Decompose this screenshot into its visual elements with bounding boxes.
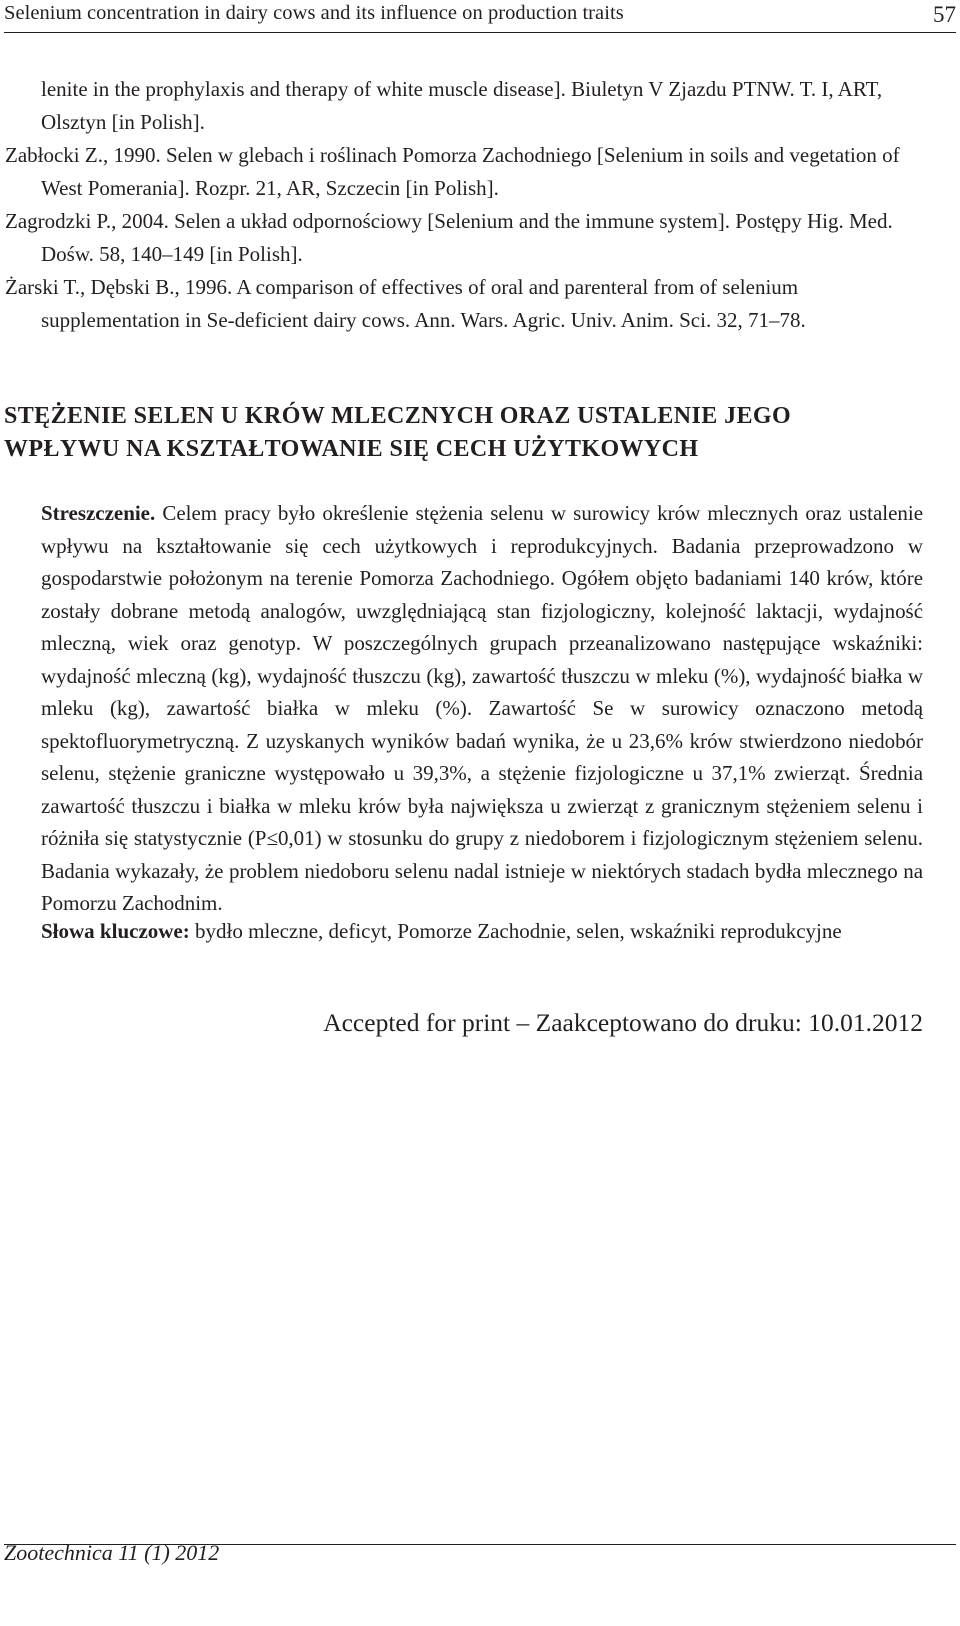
page-number: 57 [933, 2, 956, 27]
section-title [4, 400, 904, 466]
section-title-line: STĘŻENIE SELEN U KRÓW MLECZNYCH ORAZ USTALENIE JEGO [4, 403, 792, 429]
reference-continuation: lenite in the prophylaxis and therapy of white muscle disease]. Biuletyn V Zjazdu PTNW. T. I, ART, Olsztyn [in Polish]. [41, 77, 883, 134]
acceptance-note: Accepted for print – Zaakceptowano do druku: 10.01.2012 [323, 1008, 923, 1037]
abstract-label: Streszczenie. [41, 501, 156, 525]
keywords-label: Słowa kluczowe: [41, 919, 190, 943]
reference-item: Zagrodzki P., 2004. Selen a układ odpornościowy [Selenium and the immune system]. Postępy Hig. Med. Dośw. 58, 140–149 [in Polish]. [5, 209, 893, 266]
keywords-text: bydło mleczne, deficyt, Pomorze Zachodnie, selen, wskaźniki reprodukcyjne [189, 919, 842, 943]
reference-list [5, 73, 923, 337]
journal-citation: Zootechnica 11 (1) 2012 [4, 1540, 220, 1565]
abstract-text: Celem pracy było określenie stężenia selenu w surowicy krów mlecznych oraz ustalenie wpływu na kształtowanie się cech użytkowych i reprodukcyjnych. Badania przeprowadzono w gospodarstwie położonym na terenie Pomorza Zachodniego. Ogółem objęto badaniami 140 krów, które zostały dobrane metodą analogów, uwzględniającą stan fizjologiczny, kolejność laktacji, wydajność mleczną, wiek oraz genotyp. W poszczególnych grupach przeanalizowano następujące wskaźniki: wydajność mleczną (kg), wydajność tłuszczu (kg), zawartość tłuszczu w mleku (%), wydajność białka w mleku (kg), zawartość białka w mleku (%). Zawartość Se w surowicy oznaczono metodą spektofluorymetryczną. Z uzyskanych wyników badań wynika, że u 23,6% krów stwierdzono niedobór selenu, stężenie graniczne występowało u 39,3%, a stężenie fizjologiczne u 37,1% zwierząt. Średnia zawartość tłuszczu i białka w mleku krów była największa u zwierząt z granicznym stężeniem selenu i różniła się statystycznie (P≤0,01) w stosunku do grupy z niedoborem i fizjologicznym stężeniem selenu. Badania wykazały, że problem niedoboru selenu nadal istnieje w niektórych stadach bydła mlecznego na Pomorzu Zachodnim. [41, 501, 923, 915]
keywords [41, 915, 941, 947]
running-title: Selenium concentration in dairy cows and its influence on production traits [4, 2, 624, 24]
reference-item: Żarski T., Dębski B., 1996. A comparison of effectives of oral and parenteral from of selenium supplementation in Se-deficient dairy cows. Ann. Wars. Agric. Univ. Anim. Sci. 32, 71–78. [5, 275, 806, 332]
section-title-line: WPŁYWU NA KSZTAŁTOWANIE SIĘ CECH UŻYTKOWYCH [4, 436, 699, 462]
journal-footer [4, 1536, 219, 1570]
running-header [4, 0, 956, 30]
header-rule [4, 32, 956, 33]
reference-item: Zabłocki Z., 1990. Selen w glebach i roślinach Pomorza Zachodniego [Selenium in soils and vegetation of West Pomerania]. Rozpr. 21, AR, Szczecin [in Polish]. [5, 143, 900, 200]
abstract [41, 497, 923, 920]
